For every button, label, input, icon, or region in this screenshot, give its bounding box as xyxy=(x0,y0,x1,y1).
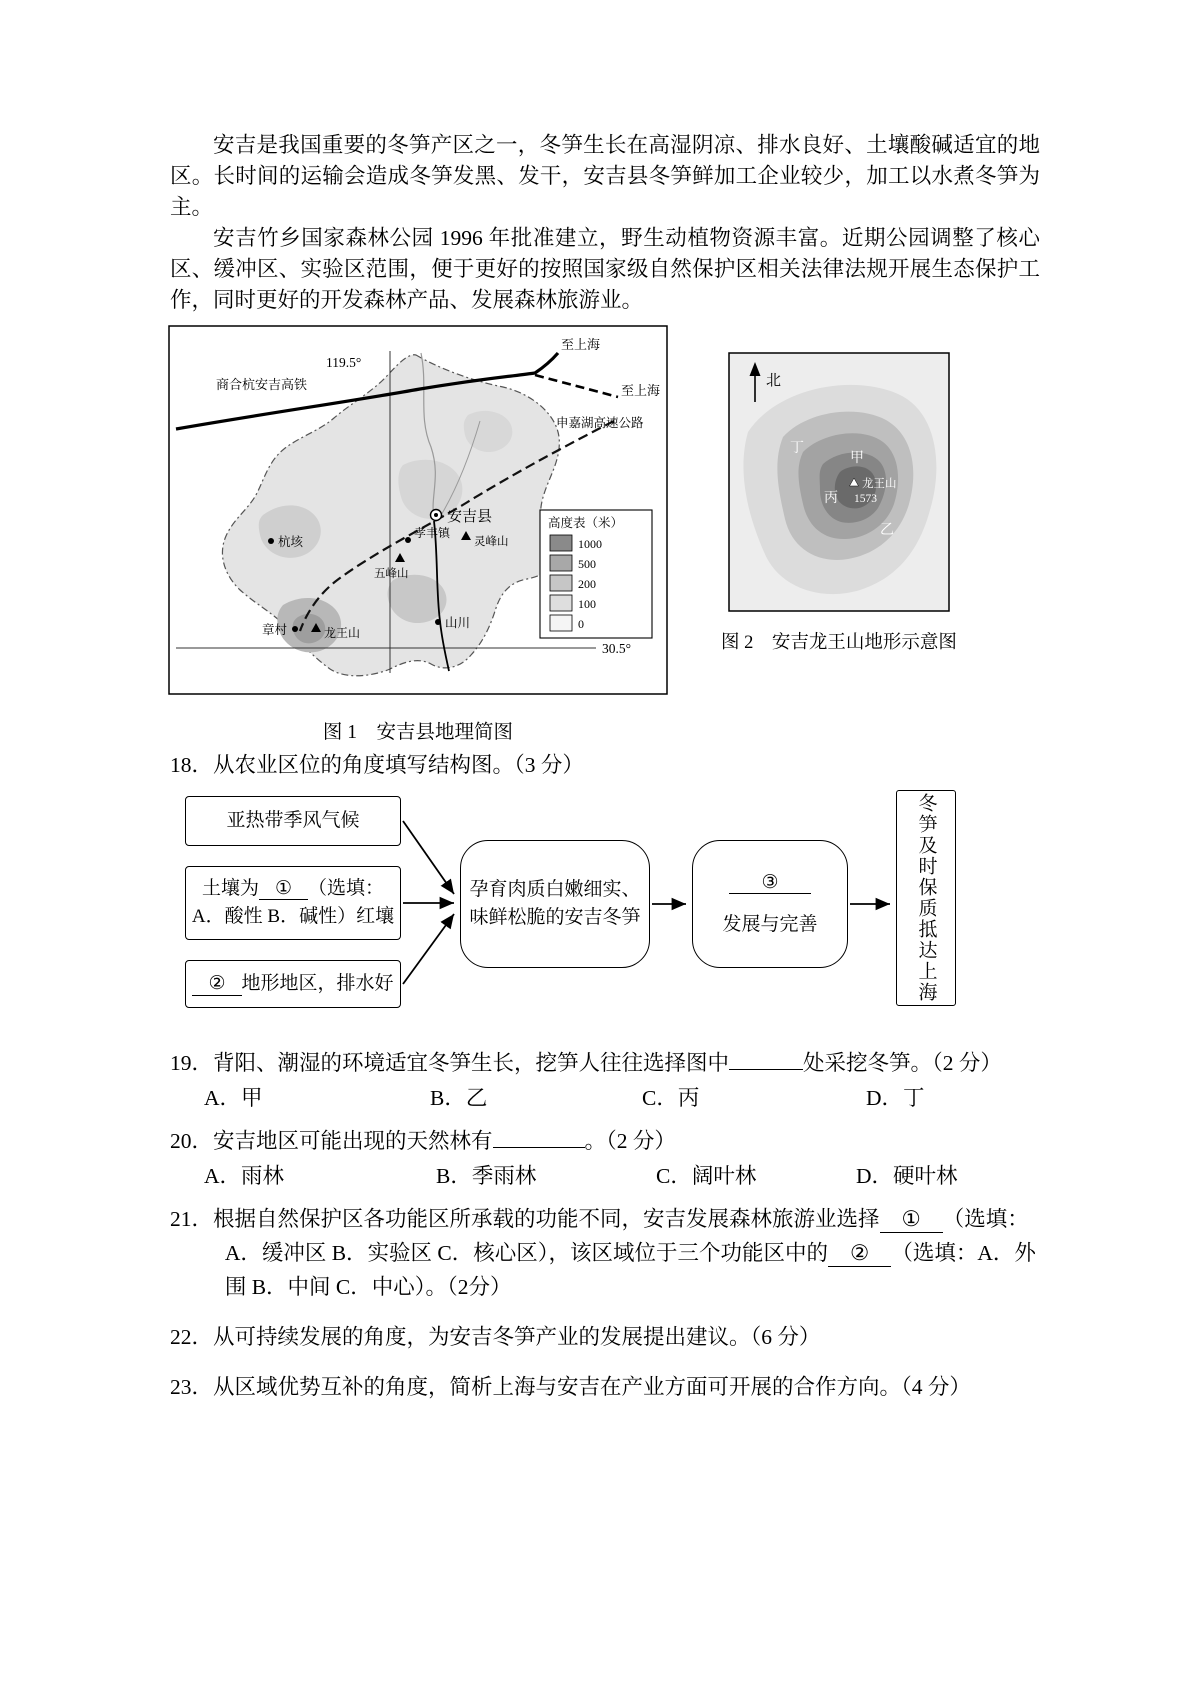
q19-answer-blank xyxy=(729,1049,803,1070)
zhangcun-dot xyxy=(292,626,298,632)
expressway-label: 申嘉湖高速公路 xyxy=(556,416,644,430)
longitude-label: 119.5° xyxy=(326,355,362,370)
flow-box-terrain xyxy=(185,960,401,1008)
to-shanghai-right-label: 至上海 xyxy=(621,383,661,398)
flow-result-text: 冬笋及时保质抵达上海 xyxy=(915,793,937,1003)
north-label: 北 xyxy=(766,373,782,389)
q19-option-a: A．甲 xyxy=(204,1086,263,1110)
flow-climate-text: 亚热带季风气候 xyxy=(226,809,360,831)
point-bing-label: 丙 xyxy=(824,491,838,506)
point-ding-label: 丁 xyxy=(790,441,804,456)
legend-swatch-100 xyxy=(550,595,572,611)
question-19-stem xyxy=(170,1046,1056,1080)
flow-soil-line1: 土壤为 ① （选填： xyxy=(201,877,385,899)
q20-option-a: A．雨林 xyxy=(204,1164,285,1188)
q20-stem-pre: 20．安吉地区可能出现的天然林有 xyxy=(170,1129,493,1153)
legend-swatch-1000 xyxy=(550,535,572,551)
point-yi-label: 乙 xyxy=(880,523,894,538)
legend-swatch-500 xyxy=(550,555,572,571)
q20-option-b: B．季雨林 xyxy=(436,1164,537,1188)
legend-swatch-200 xyxy=(550,575,572,591)
figure-1-caption: 图 1 安吉县地理简图 xyxy=(322,722,514,743)
wufeng-label: 五峰山 xyxy=(374,568,409,580)
intro-paragraph-1: 安吉是我国重要的冬笋产区之一，冬笋生长在高湿阴凉、排水良好、土壤酸碱适宜的地区。长时间的运输会造成冬笋发黑、发干，安吉县冬笋鲜加工企业较少，加工以水煮冬笋为主。 xyxy=(170,133,1040,219)
flow-box-product xyxy=(460,840,650,968)
shanchuan-dot xyxy=(435,619,441,625)
to-shanghai-top-label: 至上海 xyxy=(561,337,601,352)
figure-1-map xyxy=(168,325,668,700)
county-seat-label: 安吉县 xyxy=(447,509,493,525)
flow-terrain-blank: ② xyxy=(192,973,241,996)
q21-part3: （选填：A．外围 B．中间 C．中心）。（2分） xyxy=(224,1241,1036,1299)
legend-title: 高度表（米） xyxy=(548,516,624,530)
legend-value: 100 xyxy=(578,597,596,611)
point-jia-label: 甲 xyxy=(850,451,864,466)
q21-part1: 21．根据自然保护区各功能区所承载的功能不同，安吉发展森林旅游业选择 xyxy=(170,1207,880,1231)
flow-product-line2: 味鲜松脆的安吉冬笋 xyxy=(469,907,641,928)
figure-2-caption: 图 2 安吉龙王山地形示意图 xyxy=(721,633,957,653)
q20-stem-post: 。（2 分） xyxy=(584,1129,676,1153)
longwang-label: 龙王山 xyxy=(324,626,361,640)
peak-elevation-label: 1573 xyxy=(854,493,877,505)
shanchuan-label: 山川 xyxy=(445,616,471,630)
intro-paragraph-2: 安吉竹乡国家森林公园 1996 年批准建立，野生动植物资源丰富。近期公园调整了核心区、缓冲区、实验区范围，便于更好的按照国家级自然保护区相关法律法规开展生态保护工作，同时更好的开发森林产品、发展森林旅游业。 xyxy=(170,226,1040,312)
railway-label: 商合杭安吉高铁 xyxy=(216,377,308,392)
legend-swatch-0 xyxy=(550,615,572,631)
flow-soil-blank: ① xyxy=(259,878,308,901)
question-19-options xyxy=(170,1081,1056,1115)
q19-stem-pre: 19．背阳、潮湿的环境适宜冬笋生长，挖笋人往往选择图中 xyxy=(170,1051,730,1075)
hanggai-label: 杭垓 xyxy=(278,535,304,549)
question-20-stem xyxy=(170,1124,1056,1158)
q21-blank-1: ① xyxy=(880,1208,943,1233)
flow-product-line1: 孕育肉质白嫩细实、 xyxy=(469,878,641,900)
flow-soil-line2: A．酸性 B．碱性）红壤 xyxy=(191,906,395,927)
question-20-options xyxy=(170,1159,1056,1193)
flow-box-soil xyxy=(185,866,401,940)
q19-stem-post: 处采挖冬笋。（2 分） xyxy=(803,1051,1002,1075)
question-22-stem: 22．从可持续发展的角度，为安吉冬笋产业的发展提出建议。（6 分） xyxy=(170,1325,821,1349)
flow-box-result xyxy=(896,790,956,1006)
xiaofeng-label: 孝丰镇 xyxy=(414,526,451,540)
legend-value: 500 xyxy=(578,557,596,571)
q19-option-b: B．乙 xyxy=(430,1086,488,1110)
q20-option-c: C．阔叶林 xyxy=(656,1164,757,1188)
flow-terrain-line: ② 地形地区，排水好 xyxy=(192,970,393,999)
questions-section xyxy=(170,1046,1056,1404)
flow-box-climate xyxy=(185,796,401,846)
question-21-stem xyxy=(170,1202,1056,1304)
arrow-climate-to-center xyxy=(403,821,454,894)
legend-value: 0 xyxy=(578,617,584,631)
zhangcun-label: 章村 xyxy=(262,623,288,637)
figure-2-map xyxy=(728,352,950,617)
question-18-stem: 18．从农业区位的角度填写结构图。（3 分） xyxy=(170,753,584,777)
question-23-stem: 23．从区域优势互补的角度，简析上海与安吉在产业方面可开展的合作方向。（4 分） xyxy=(170,1375,971,1399)
flow-box-develop xyxy=(692,840,848,968)
q20-answer-blank xyxy=(493,1127,585,1148)
peak-name-label: 龙王山 xyxy=(862,478,897,490)
latitude-label: 30.5° xyxy=(602,641,632,656)
q19-option-d: D．丁 xyxy=(866,1086,925,1110)
flow-develop-text: 发展与完善 xyxy=(722,914,818,935)
xiaofeng-dot xyxy=(405,537,411,543)
question-18-flowchart xyxy=(170,788,1070,1040)
legend-value: 1000 xyxy=(578,537,602,551)
longwang-terrain-svg xyxy=(728,352,950,612)
flow-develop-blank: ③ xyxy=(729,872,810,895)
q21-blank-2: ② xyxy=(828,1242,891,1267)
hanggai-dot xyxy=(268,538,274,544)
arrow-terrain-to-center xyxy=(403,914,454,984)
q21-part2: （选填：A．缓冲区 B．实验区 C．核心区），该区域位于三个功能区中的 xyxy=(224,1207,1029,1265)
lingfeng-label: 灵峰山 xyxy=(474,536,509,548)
county-seat-dot xyxy=(434,513,438,517)
q20-option-d: D．硬叶林 xyxy=(856,1164,958,1188)
anji-county-map-svg xyxy=(168,325,668,695)
intro-text xyxy=(170,130,1040,316)
legend-value: 200 xyxy=(578,577,596,591)
q19-option-c: C．丙 xyxy=(642,1086,700,1110)
